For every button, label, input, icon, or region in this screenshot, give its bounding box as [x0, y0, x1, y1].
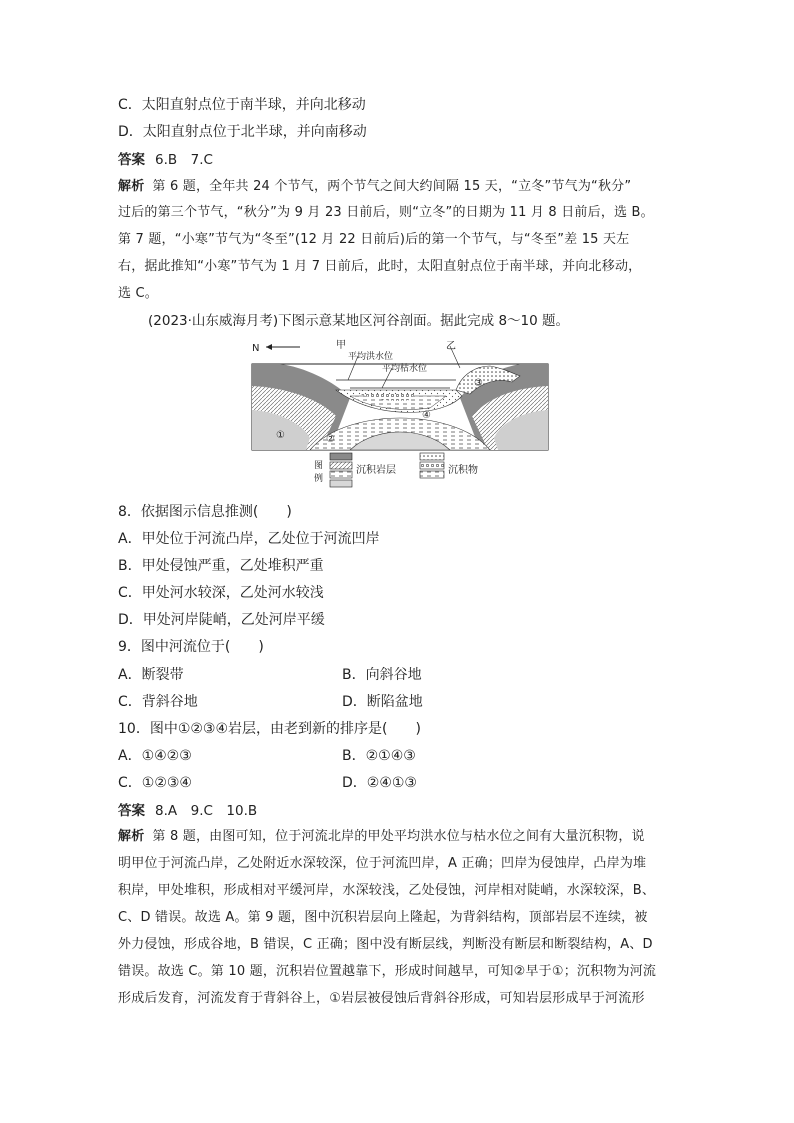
q10-option-b: B．②①④③ — [342, 748, 416, 764]
explanation-1-line-4: 右，据此推知“小寒”节气为 1 月 7 日前后，此时，太阳直射点位于南半球，并向北移动， — [118, 259, 642, 274]
legend-sediment-label: 沉积物 — [448, 465, 478, 476]
layer-2-label: ② — [326, 434, 335, 445]
q10-stem: 10．图中①②③④岩层，由老到新的排序是( ) — [118, 721, 421, 737]
answer-text: 8.A 9.C 10.B — [155, 803, 258, 819]
q9-stem: 9．图中河流位于( ) — [118, 639, 264, 655]
legend-swatch-rock-2 — [330, 462, 352, 469]
explanation-2-line-5: 外力侵蚀，形成谷地，B 错误，C 正确；图中没有断层线，判断没有断层和断裂结构，A、D — [118, 937, 653, 952]
explanation-label: 解析 — [118, 829, 145, 844]
explanation-2-line-1 — [118, 828, 645, 846]
q9-option-a: A．断裂带 — [118, 667, 184, 683]
q8-option-c: C．甲处河水较深，乙处河水较浅 — [118, 585, 324, 601]
q10-option-d: D．②④①③ — [342, 775, 417, 791]
explanation-1-line-3: 第 7 题，“小寒”节气为“冬至”(12 月 22 日前后)后的第一个节气，与“冬至”差 15 天左 — [118, 232, 630, 247]
q9-option-b: B．向斜谷地 — [342, 667, 422, 683]
legend-swatch-rock-3 — [330, 471, 352, 478]
explanation-1-line-2: 过后的第三个节气，“秋分”为 9 月 23 日前后，则“立冬”的日期为 11 月 8 日前后，选 B。 — [118, 205, 654, 220]
legend-swatch-rock-1 — [330, 453, 352, 460]
legend-rock-label: 沉积岩层 — [356, 465, 396, 476]
q9-option-c: C．背斜谷地 — [118, 694, 198, 710]
q10-option-a: A．①④②③ — [118, 748, 192, 764]
answer-1 — [118, 151, 213, 169]
explanation-1-line-1 — [118, 178, 631, 196]
legend-swatch-sediment-2 — [420, 462, 444, 469]
explanation-2-line-7: 形成后发育，河流发育于背斜谷上，①岩层被侵蚀后背斜谷形成，可知岩层形成早于河流形 — [118, 991, 645, 1006]
q8-option-a: A．甲处位于河流凸岸，乙处位于河流凹岸 — [118, 531, 380, 547]
low-water-level-label: 平均枯水位 — [382, 364, 428, 374]
explanation-1-line-5: 选 C。 — [118, 286, 159, 301]
layer-1-label: ① — [276, 430, 285, 441]
explanation-2-line-2: 明甲位于河流凸岸，乙处附近水深较深，位于河流凹岸，A 正确；凹岸为侵蚀岸，凸岸为堆 — [118, 856, 647, 871]
q8-option-b: B．甲处侵蚀严重，乙处堆积严重 — [118, 558, 324, 574]
answer-label: 答案 — [118, 803, 145, 819]
q9-option-d: D．断陷盆地 — [342, 694, 423, 710]
q10-option-c: C．①②③④ — [118, 775, 192, 791]
answer-2 — [118, 802, 257, 820]
legend-swatch-sediment-3 — [420, 471, 444, 478]
explanation-2-line-4: C、D 错误。故选 A。第 9 题，图中沉积岩层向上隆起，为背斜结构，顶部岩层不连续，被 — [118, 910, 648, 925]
layer-4-label: ④ — [422, 410, 431, 421]
river-valley-cross-section-diagram — [250, 338, 550, 488]
legend-title-2: 例 — [314, 474, 324, 484]
answer-label: 答案 — [118, 152, 145, 168]
north-label: N — [252, 343, 260, 354]
legend-swatch-sediment-1 — [420, 453, 444, 460]
flood-level-label: 平均洪水位 — [348, 352, 394, 362]
q8-stem: 8．依据图示信息推测( ) — [118, 504, 292, 520]
explanation-text: 第 8 题，由图可知，位于河流北岸的甲处平均洪水位与枯水位之间有大量沉积物，说 — [152, 829, 645, 844]
label-jia: 甲 — [336, 340, 346, 351]
explanation-2-line-6: 错误。故选 C。第 10 题，沉积岩位置越靠下，形成时间越早，可知②早于①；沉积物为河流 — [118, 964, 657, 979]
explanation-2-line-3: 积岸，甲处堆积，形成相对平缓河岸，水深较浅，乙处侵蚀，河岸相对陡峭，水深较深，B、 — [118, 883, 656, 898]
option-d-prev: D．太阳直射点位于北半球，并向南移动 — [118, 124, 367, 140]
answer-text: 6.B 7.C — [155, 152, 213, 168]
question-intro: (2023·山东威海月考)下图示意某地区河谷剖面。据此完成 8～10 题。 — [148, 313, 570, 329]
option-c-prev: C．太阳直射点位于南半球，并向北移动 — [118, 97, 366, 113]
label-yi: 乙 — [446, 341, 456, 352]
legend-title-1: 图 — [314, 461, 324, 471]
q8-option-d: D．甲处河岸陡峭，乙处河岸平缓 — [118, 612, 325, 628]
explanation-label: 解析 — [118, 179, 145, 194]
layer-3-label: ③ — [474, 378, 483, 389]
explanation-text: 第 6 题，全年共 24 个节气，两个节气之间大约间隔 15 天，“立冬”节气为“秋分” — [152, 179, 632, 194]
legend-swatch-rock-4 — [330, 480, 352, 487]
